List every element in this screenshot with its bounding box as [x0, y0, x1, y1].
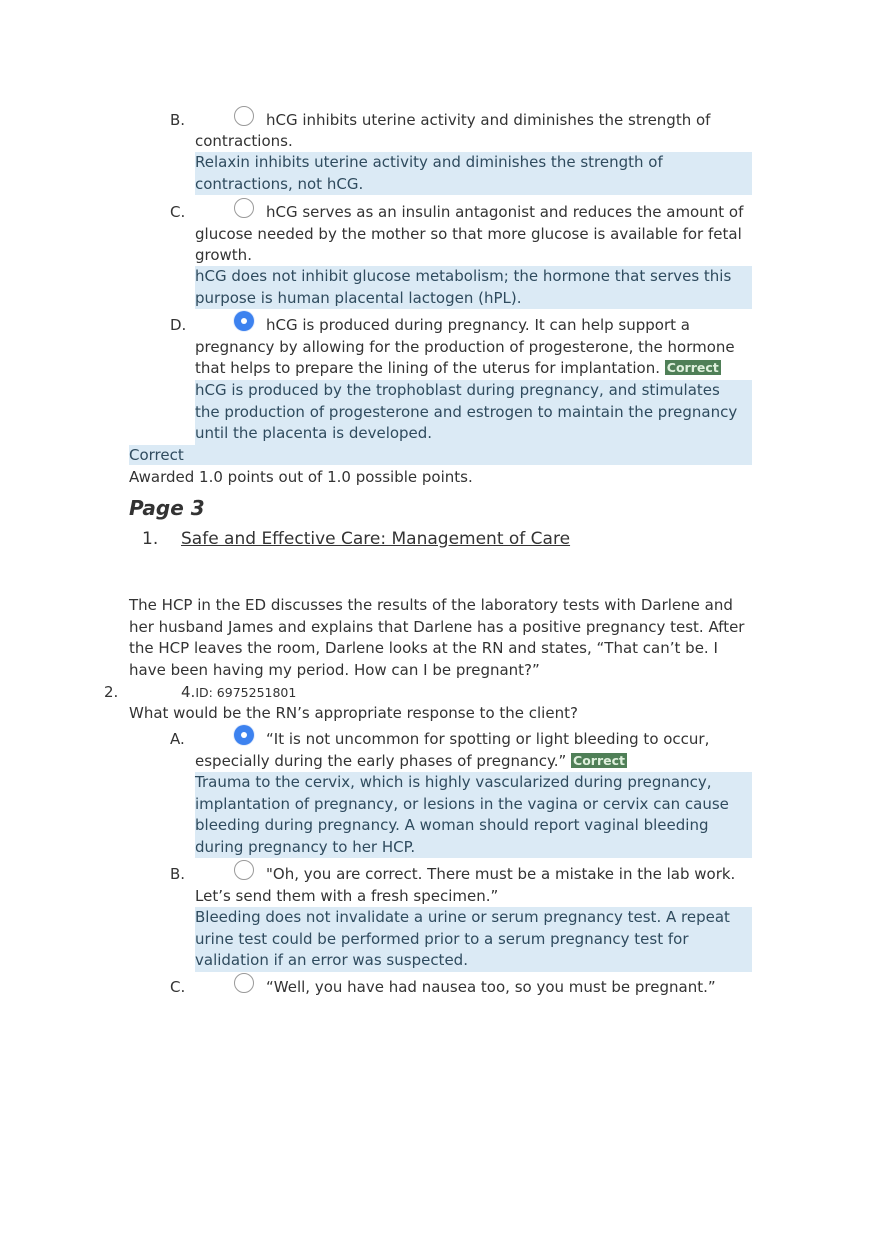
option-letter: C. — [170, 203, 186, 221]
section-title: Safe and Effective Care: Management of Care — [181, 529, 571, 549]
feedback-text: Bleeding does not invalidate a urine or serum pregnancy test. A repeat — [195, 908, 730, 926]
option-text: that helps to prepare the lining of the uterus for implantation. — [195, 359, 661, 377]
question-inner-number: 4. — [181, 683, 196, 701]
radio-button-unselected[interactable] — [234, 106, 254, 126]
scenario-text: have been having my period. How can I be pregnant?” — [129, 661, 540, 679]
option-letter: B. — [170, 865, 186, 883]
scenario-text: her husband James and explains that Darlene has a positive pregnancy test. After — [129, 618, 745, 636]
points-awarded: Awarded 1.0 points out of 1.0 possible points. — [129, 468, 473, 486]
page-heading: Page 3 — [129, 496, 205, 520]
option-text: “Well, you have had nausea too, so you must be pregnant.” — [266, 978, 716, 996]
section-number: 1. — [142, 529, 159, 549]
radio-button-unselected[interactable] — [234, 973, 254, 993]
option-text: hCG inhibits uterine activity and diminishes the strength of — [266, 111, 711, 129]
option-text: especially during the early phases of pregnancy.” — [195, 752, 567, 770]
question-prompt: What would be the RN’s appropriate response to the client? — [129, 704, 578, 722]
option-letter: D. — [170, 316, 187, 334]
option-text: “It is not uncommon for spotting or light bleeding to occur, — [266, 730, 710, 748]
radio-button-unselected[interactable] — [234, 860, 254, 880]
feedback-text: the production of progesterone and estrogen to maintain the pregnancy — [195, 402, 738, 421]
option-letter: A. — [170, 730, 185, 748]
option-text: pregnancy by allowing for the production of progesterone, the hormone — [195, 338, 735, 356]
feedback-box — [195, 152, 752, 195]
feedback-text: Trauma to the cervix, which is highly vascularized during pregnancy, — [195, 773, 712, 791]
option-text: hCG serves as an insulin antagonist and reduces the amount of — [266, 203, 744, 221]
option-text: contractions. — [195, 132, 293, 150]
feedback-text: bleeding during pregnancy. A woman should report vaginal bleeding — [195, 816, 709, 834]
feedback-text: purpose is human placental lactogen (hPL). — [195, 288, 522, 307]
feedback-text: during pregnancy to her HCP. — [195, 837, 416, 856]
feedback-text: hCG does not inhibit glucose metabolism; the hormone that serves this — [195, 267, 732, 285]
feedback-box — [195, 266, 752, 309]
option-letter: C. — [170, 978, 186, 996]
option-letter: B. — [170, 111, 186, 129]
option-text-with-badge — [195, 358, 721, 380]
option-text: growth. — [195, 246, 252, 264]
radio-button-unselected[interactable] — [234, 198, 254, 218]
option-text: "Oh, you are correct. There must be a mistake in the lab work. — [266, 865, 736, 883]
result-box — [129, 445, 752, 465]
scenario-text: the HCP leaves the room, Darlene looks at the RN and states, “That can’t be. I — [129, 639, 718, 657]
option-text: Let’s send them with a fresh specimen.” — [195, 887, 499, 905]
feedback-text: contractions, not hCG. — [195, 174, 364, 193]
feedback-text: urine test could be performed prior to a serum pregnancy test for — [195, 929, 689, 948]
question-id: ID: 6975251801 — [195, 685, 297, 700]
feedback-text: implantation of pregnancy, or lesions in the vagina or cervix can cause — [195, 794, 729, 813]
correct-badge: Correct — [573, 753, 625, 768]
feedback-text: validation if an error was suspected. — [195, 951, 468, 969]
feedback-box — [195, 380, 752, 445]
feedback-box — [195, 772, 752, 858]
scenario-text: The HCP in the ED discusses the results of the laboratory tests with Darlene and — [129, 596, 733, 614]
option-text: glucose needed by the mother so that more glucose is available for fetal — [195, 225, 742, 243]
option-text-with-badge — [195, 751, 627, 773]
feedback-text: hCG is produced by the trophoblast during pregnancy, and stimulates — [195, 381, 720, 399]
question-outer-number: 2. — [104, 683, 119, 701]
radio-button-selected[interactable] — [234, 725, 254, 745]
question-number-row — [181, 682, 296, 704]
result-text: Correct — [129, 446, 184, 464]
feedback-text: until the placenta is developed. — [195, 424, 433, 442]
radio-button-selected[interactable] — [234, 311, 254, 331]
feedback-text: Relaxin inhibits uterine activity and diminishes the strength of — [195, 153, 663, 171]
option-text: hCG is produced during pregnancy. It can help support a — [266, 316, 690, 334]
correct-badge: Correct — [666, 360, 719, 375]
feedback-box — [195, 907, 752, 972]
